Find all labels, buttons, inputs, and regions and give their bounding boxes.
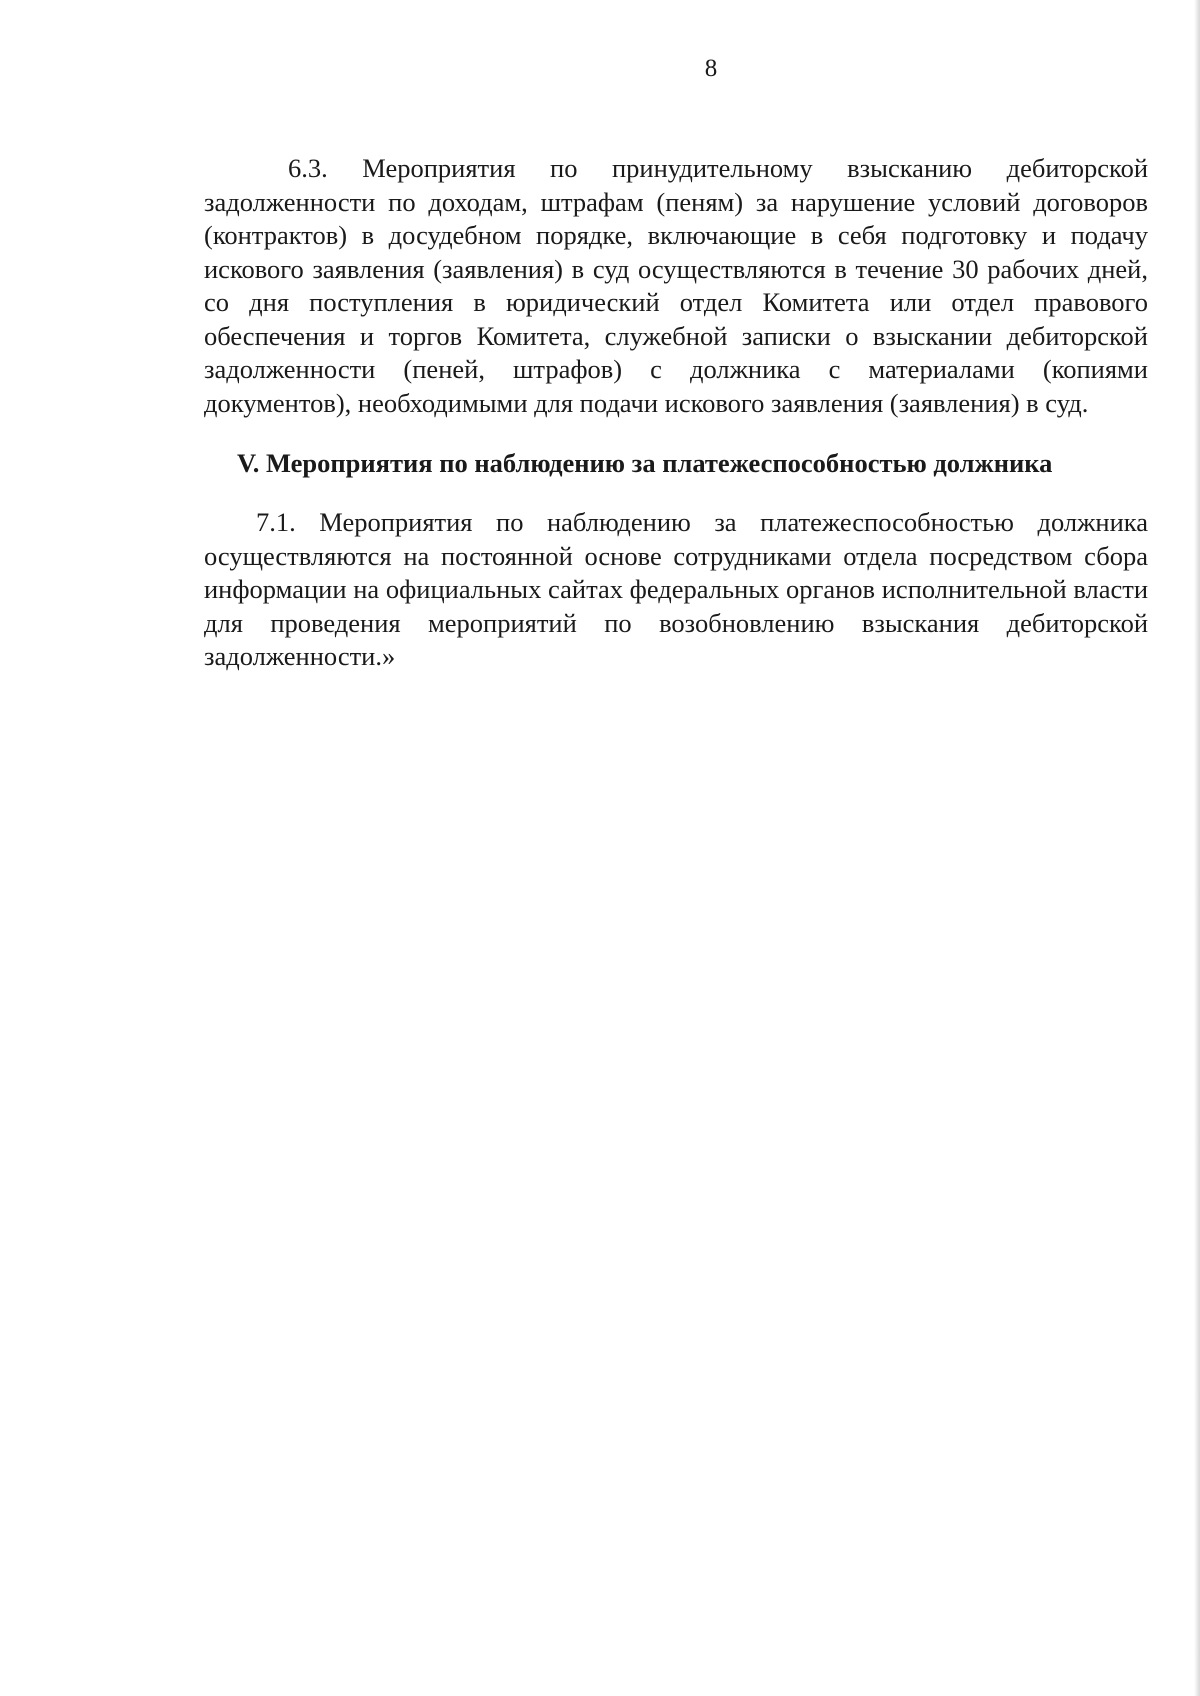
document-body: [204, 152, 1148, 674]
page-edge-shadow: [1194, 0, 1200, 1696]
paragraph-6-3: 6.3. Мероприятия по принудительному взысканию дебиторской задолженности по доходам, штрафам (пеням) за нарушение условий договоров (контрактов) в досудебном порядке, включающие в себя подготовку и подачу искового заявления (заявления) в суд осуществляются в течение 30 рабочих дней, со дня поступления в юридический отдел Комитета или отдел правового обеспечения и торгов Комитета, служебной записки о взыскании дебиторской задолженности (пеней, штрафов) с должника с материалами (копиями документов), необходимыми для подачи искового заявления (заявления) в суд.: [204, 153, 1148, 418]
paragraph-7-1: 7.1. Мероприятия по наблюдению за платежеспособностью должника осуществляются на постоянной основе сотрудниками отдела посредством сбора информации на официальных сайтах федеральных органов исполнительной власти для проведения мероприятий по возобновлению взыскания дебиторской задолженности.»: [204, 507, 1148, 671]
page-number: 8: [704, 55, 718, 82]
section-heading: V. Мероприятия по наблюдению за платежеспособностью должника: [237, 448, 1053, 478]
